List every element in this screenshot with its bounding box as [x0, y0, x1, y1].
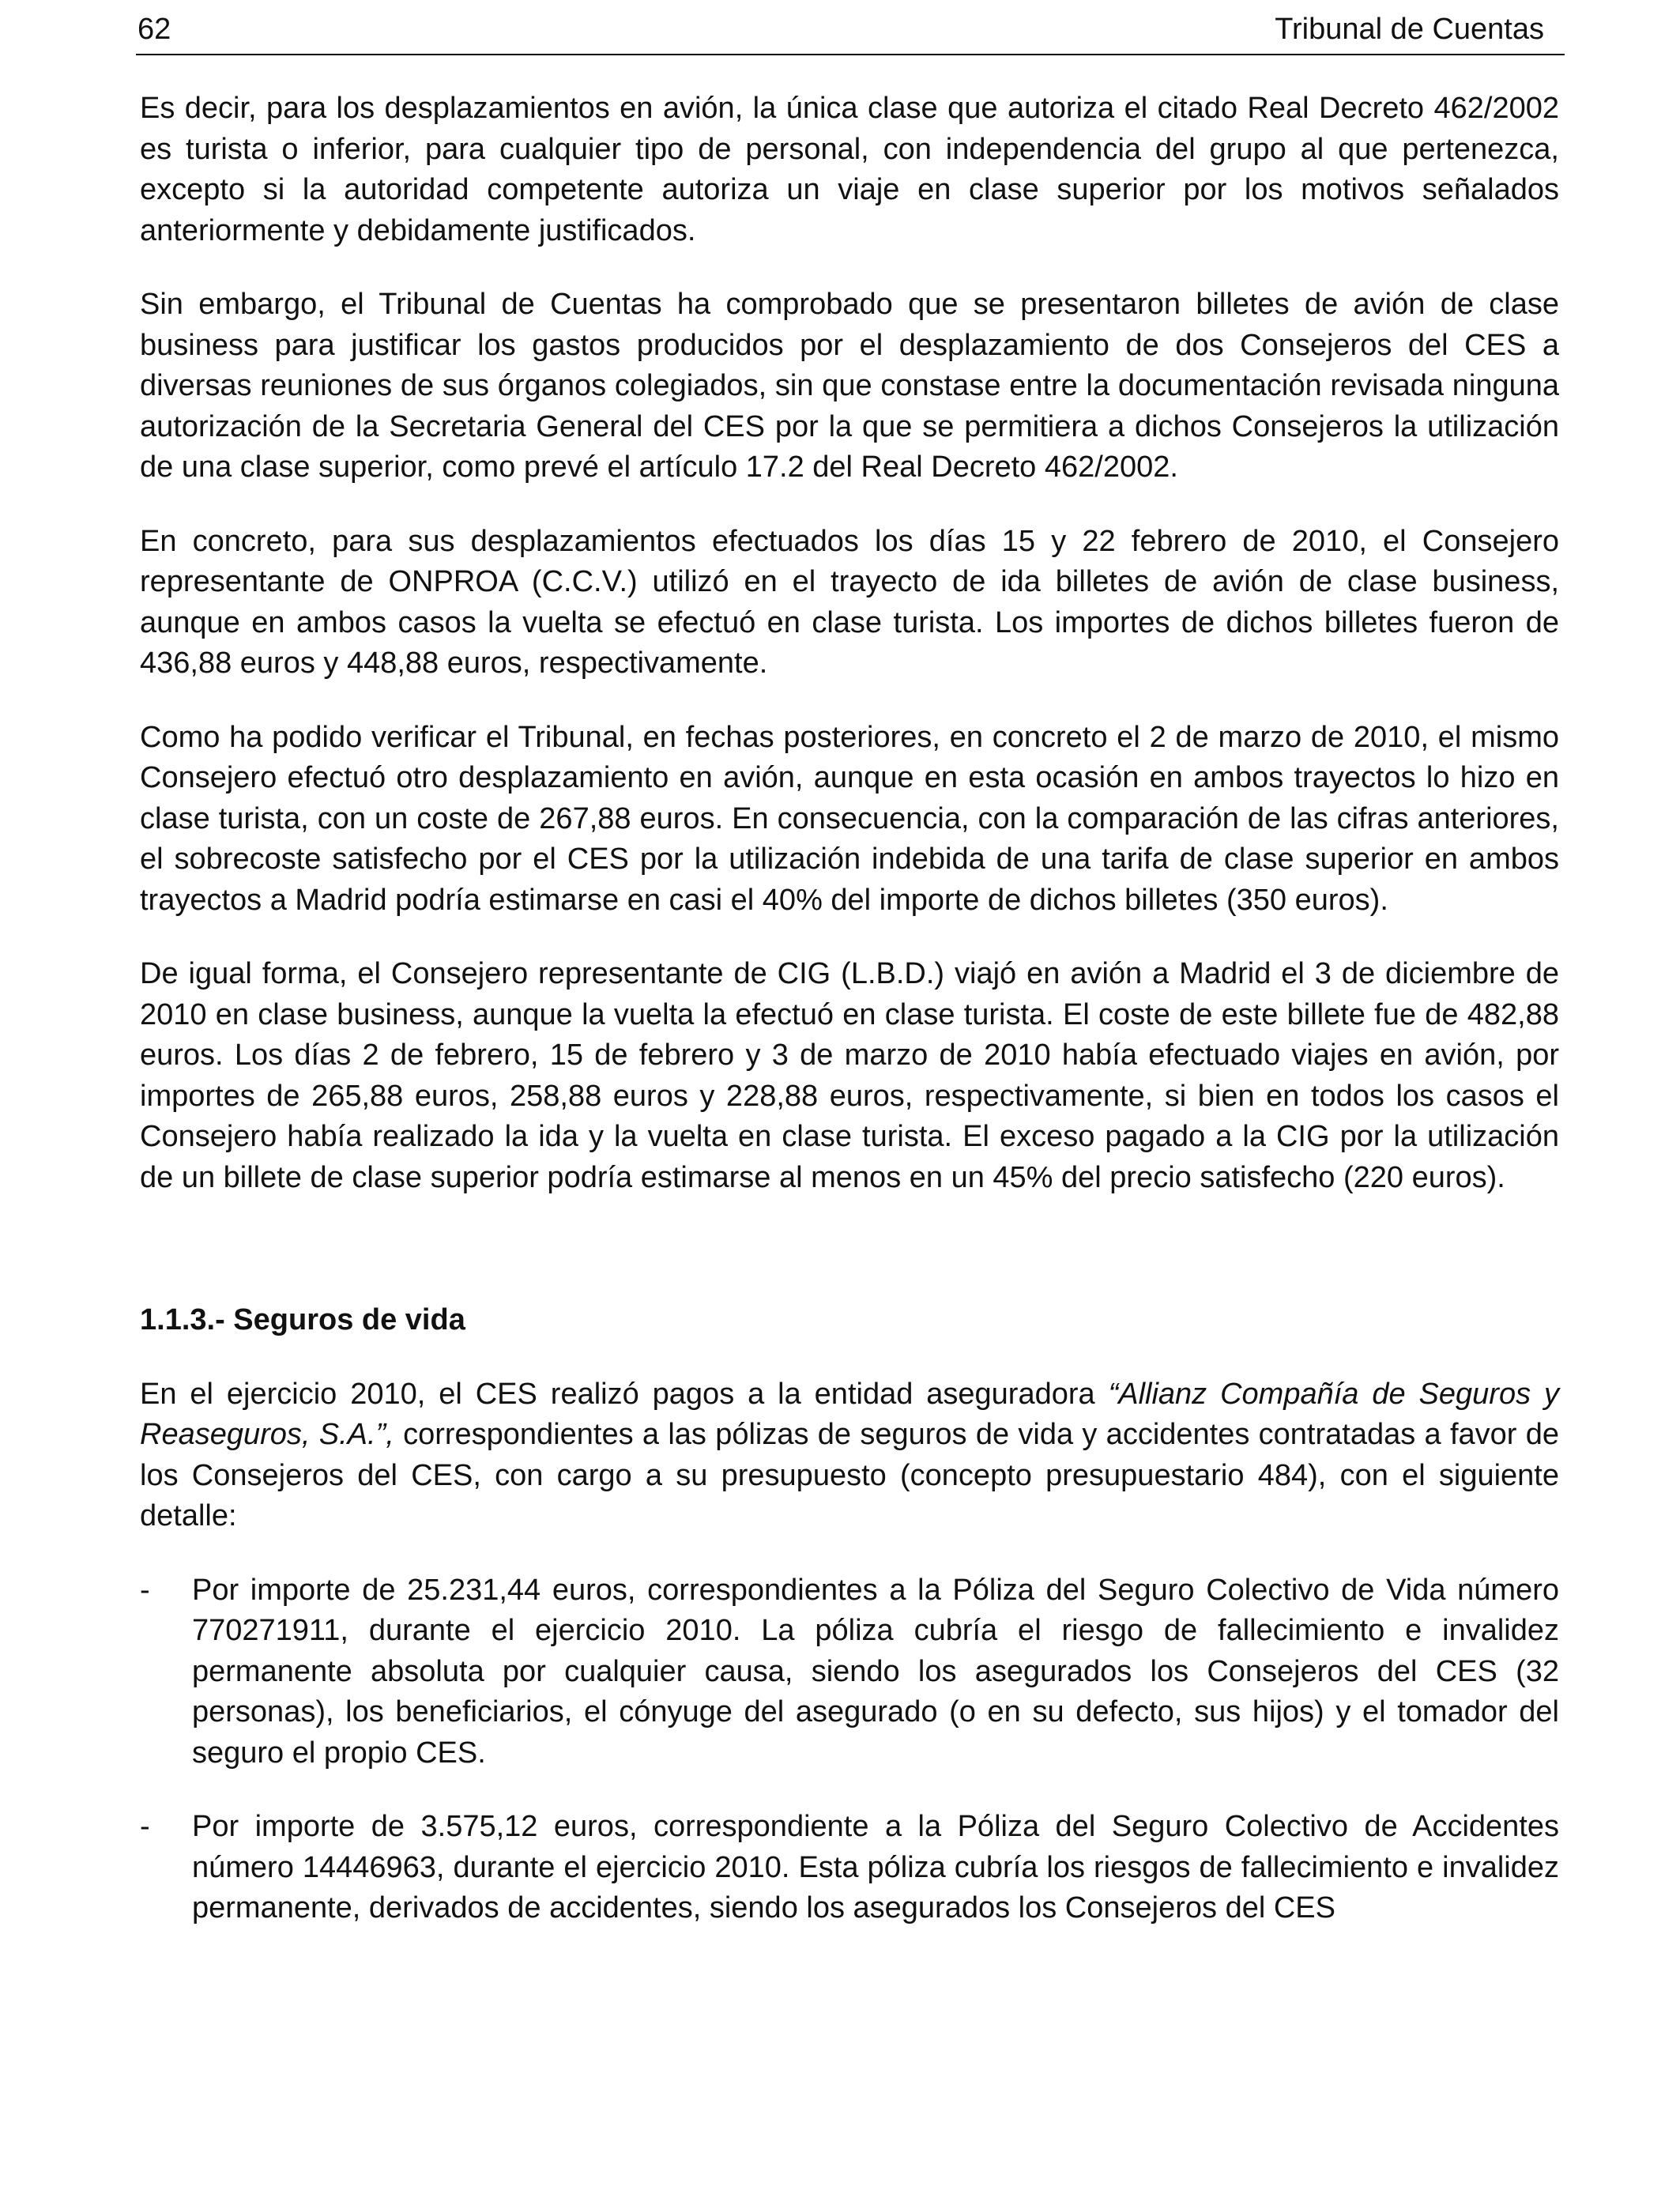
section-heading: 1.1.3.- Seguros de vida [140, 1303, 465, 1336]
list-item-text: Por importe de 25.231,44 euros, correspondientes a la Póliza del Seguro Colectivo de Vida número 770271911, durante el ejercicio 2010. La póliza cubría el riesgo de fallecimiento e invalidez permanente absoluta por cualquier causa, siendo los asegurados los Consejeros del CES (32 personas), los beneficiarios, el cónyuge del asegurado (o en su defecto, sus hijos) y el tomador del seguro el propio CES. [192, 1573, 1559, 1770]
running-title: Tribunal de Cuentas [1275, 13, 1544, 46]
bullet-marker: - [140, 1810, 150, 1843]
list-item-accident-policy [140, 1807, 1559, 1929]
document-body [140, 89, 1559, 1929]
list-item-life-policy [140, 1570, 1559, 1774]
intro-text-after: correspondientes a las pólizas de seguros de vida y accidentes contratadas a favor de los Consejeros del CES, con cargo a su presupuesto (concepto presupuestario 484), con el siguiente detalle: [140, 1418, 1559, 1532]
paragraph-onproa-trips: En concreto, para sus desplazamientos efectuados los días 15 y 22 febrero de 2010, el Consejero representante de ONPROA (C.C.V.) utilizó en el trayecto de ida billetes de avión de clase business, aunque en ambos casos la vuelta se efectuó en clase turista. Los importes de dichos billetes fueron de 436,88 euros y 448,88 euros, respectivamente. [140, 524, 1559, 680]
paragraph-insurance-intro [140, 1374, 1559, 1537]
paragraph-business-tickets-finding: Sin embargo, el Tribunal de Cuentas ha comprobado que se presentaron billetes de avión de clase business para justificar los gastos producidos por el desplazamiento de dos Consejeros del CES a diversas reuniones de sus órganos colegiados, sin que constase entre la documentación revisada ninguna autorización de la Secretaria General del CES por la que se permitiera a dichos Consejeros la utilización de una clase superior, como prevé el artículo 17.2 del Real Decreto 462/2002. [140, 288, 1559, 484]
page-header [137, 9, 1563, 49]
paragraph-cig-trips: De igual forma, el Consejero representante de CIG (L.B.D.) viajó en avión a Madrid el 3 de diciembre de 2010 en clase business, aunque la vuelta la efectuó en clase turista. El coste de este billete fue de 482,88 euros. Los días 2 de febrero, 15 de febrero y 3 de marzo de 2010 había efectuado viajes en avión, por importes de 265,88 euros, 258,88 euros y 228,88 euros, respectivamente, si bien en todos los casos el Consejero había realizado la ida y la vuelta en clase turista. El exceso pagado a la CIG por la utilización de un billete de clase superior podría estimarse al menos en un 45% del precio satisfecho (220 euros). [140, 957, 1559, 1194]
intro-text-before: En el ejercicio 2010, el CES realizó pagos a la entidad aseguradora [140, 1377, 1109, 1411]
list-item-text: Por importe de 3.575,12 euros, correspondiente a la Póliza del Seguro Colectivo de Accidentes número 14446963, durante el ejercicio 2010. Esta póliza cubría los riesgos de fallecimiento e invalidez permanente, derivados de accidentes, siendo los asegurados los Consejeros del CES [192, 1810, 1559, 1924]
page-number: 62 [137, 13, 171, 46]
header-divider [136, 54, 1565, 55]
paragraph-travel-class-rule: Es decir, para los desplazamientos en avión, la única clase que autoriza el citado Real Decreto 462/2002 es turista o inferior, para cualquier tipo de personal, con independencia del grupo al que pertenezca, excepto si la autoridad competente autoriza un viaje en clase superior por los motivos señalados anteriormente y debidamente justificados. [140, 92, 1559, 247]
insurer-name: “Allianz Compañía de Seguros y Reaseguros, S.A.”, [140, 1377, 1559, 1451]
bullet-marker: - [140, 1573, 150, 1607]
paragraph-cost-comparison: Como ha podido verificar el Tribunal, en fechas posteriores, en concreto el 2 de marzo de 2010, el mismo Consejero efectuó otro desplazamiento en avión, aunque en esta ocasión en ambos trayectos lo hizo en clase turista, con un coste de 267,88 euros. En consecuencia, con la comparación de las cifras anteriores, el sobrecoste satisfecho por el CES por la utilización indebida de una tarifa de clase superior en ambos trayectos a Madrid podría estimarse en casi el 40% del importe de dichos billetes (350 euros). [140, 720, 1559, 917]
